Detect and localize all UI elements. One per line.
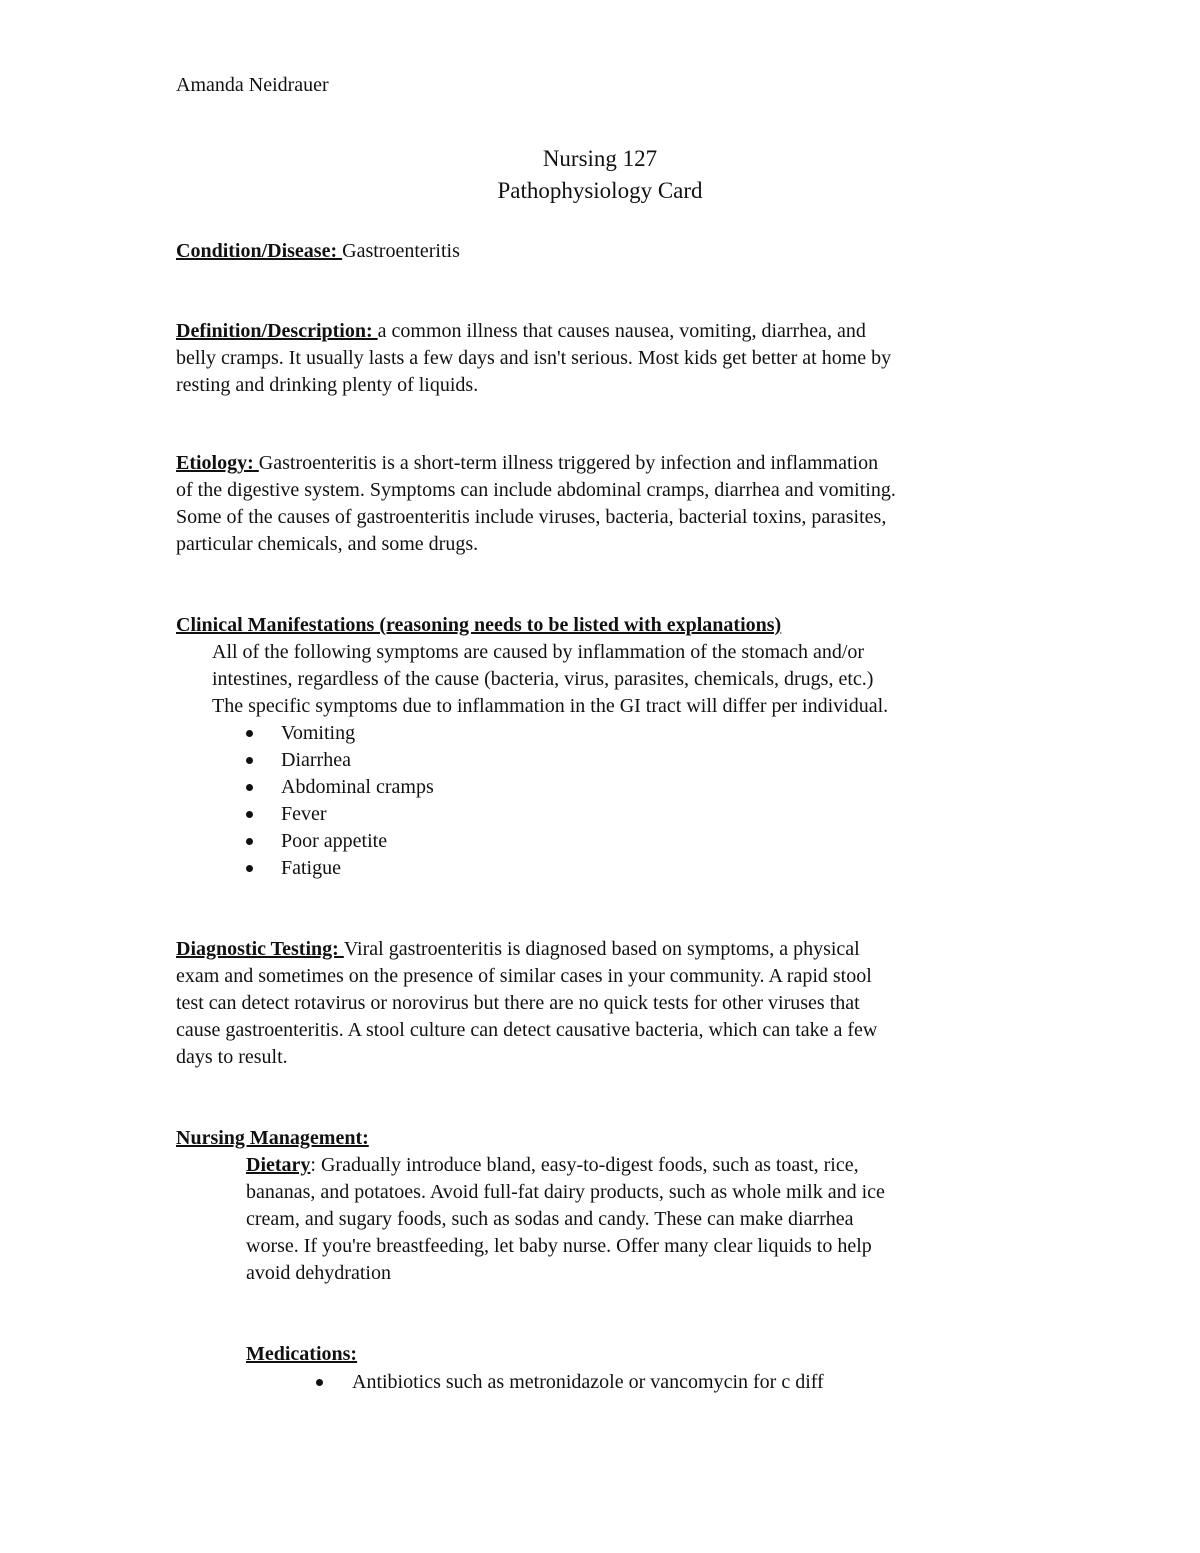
diagnostic-section (176, 936, 860, 963)
clinical-text-line: intestines, regardless of the cause (bacteria, virus, parasites, chemicals, drugs, etc.) (212, 668, 874, 690)
bullet-icon (246, 865, 253, 872)
clinical-heading: Clinical Manifestations (reasoning needs to be listed with explanations) (176, 614, 782, 636)
dietary-section (246, 1152, 859, 1179)
medications-heading: Medications: (246, 1343, 358, 1365)
definition-text-line: resting and drinking plenty of liquids. (176, 374, 479, 396)
bullet-icon (246, 811, 253, 818)
diagnostic-text-line: days to result. (176, 1046, 288, 1068)
etiology-text-line: of the digestive system. Symptoms can include abdominal cramps, diarrhea and vomiting. (176, 479, 896, 501)
dietary-text-line: bananas, and potatoes. Avoid full-fat dairy products, such as whole milk and ice (246, 1181, 885, 1203)
bullet-icon (246, 838, 253, 845)
list-item: Fatigue (281, 857, 341, 879)
bullet-icon (246, 757, 253, 764)
list-item: Poor appetite (281, 830, 388, 852)
etiology-label: Etiology: (176, 452, 259, 474)
dietary-label: Dietary (246, 1154, 311, 1176)
clinical-text-line: The specific symptoms due to inflammation in the GI tract will differ per individual. (212, 695, 889, 717)
bullet-icon (316, 1379, 323, 1386)
list-item: Vomiting (281, 722, 356, 744)
condition-label: Condition/Disease: (176, 240, 343, 262)
condition-value: Gastroenteritis (342, 240, 460, 262)
list-item: Antibiotics such as metronidazole or vancomycin for c diff (352, 1371, 824, 1393)
diagnostic-text-line: cause gastroenteritis. A stool culture can detect causative bacteria, which can take a few (176, 1019, 878, 1041)
list-item: Diarrhea (281, 749, 351, 771)
etiology-text-line: Gastroenteritis is a short-term illness triggered by infection and inflammation (258, 452, 879, 474)
definition-text-line: belly cramps. It usually lasts a few days and isn't serious. Most kids get better at home by (176, 347, 892, 369)
diagnostic-text-line: test can detect rotavirus or norovirus but there are no quick tests for other viruses that (176, 992, 860, 1014)
dietary-text-line: worse. If you're breastfeeding, let baby nurse. Offer many clear liquids to help (246, 1235, 872, 1257)
definition-label: Definition/Description: (176, 320, 378, 342)
dietary-text-line: cream, and sugary foods, such as sodas and candy. These can make diarrhea (246, 1208, 854, 1230)
bullet-icon (246, 730, 253, 737)
bullet-icon (246, 784, 253, 791)
dietary-text-line: : Gradually introduce bland, easy-to-digest foods, such as toast, rice, (310, 1154, 859, 1176)
definition-text-line: a common illness that causes nausea, vomiting, diarrhea, and (377, 320, 866, 342)
etiology-text-line: Some of the causes of gastroenteritis include viruses, bacteria, bacterial toxins, parasites, (176, 506, 887, 528)
diagnostic-text-line: Viral gastroenteritis is diagnosed based on symptoms, a physical (343, 938, 860, 960)
list-item: Abdominal cramps (281, 776, 434, 798)
clinical-text-line: All of the following symptoms are caused by inflammation of the stomach and/or (212, 641, 865, 663)
course-title: Nursing 127 (542, 146, 658, 171)
list-item: Fever (281, 803, 327, 825)
diagnostic-label: Diagnostic Testing: (176, 938, 344, 960)
definition-section (176, 318, 866, 345)
nursing-heading: Nursing Management: (176, 1127, 369, 1149)
etiology-section (176, 450, 878, 477)
etiology-text-line: particular chemicals, and some drugs. (176, 533, 479, 555)
diagnostic-text-line: exam and sometimes on the presence of similar cases in your community. A rapid stool (176, 965, 872, 987)
dietary-text-line: avoid dehydration (246, 1262, 391, 1284)
card-title: Pathophysiology Card (497, 178, 703, 203)
author-name: Amanda Neidrauer (176, 74, 329, 96)
condition-section (176, 238, 460, 265)
